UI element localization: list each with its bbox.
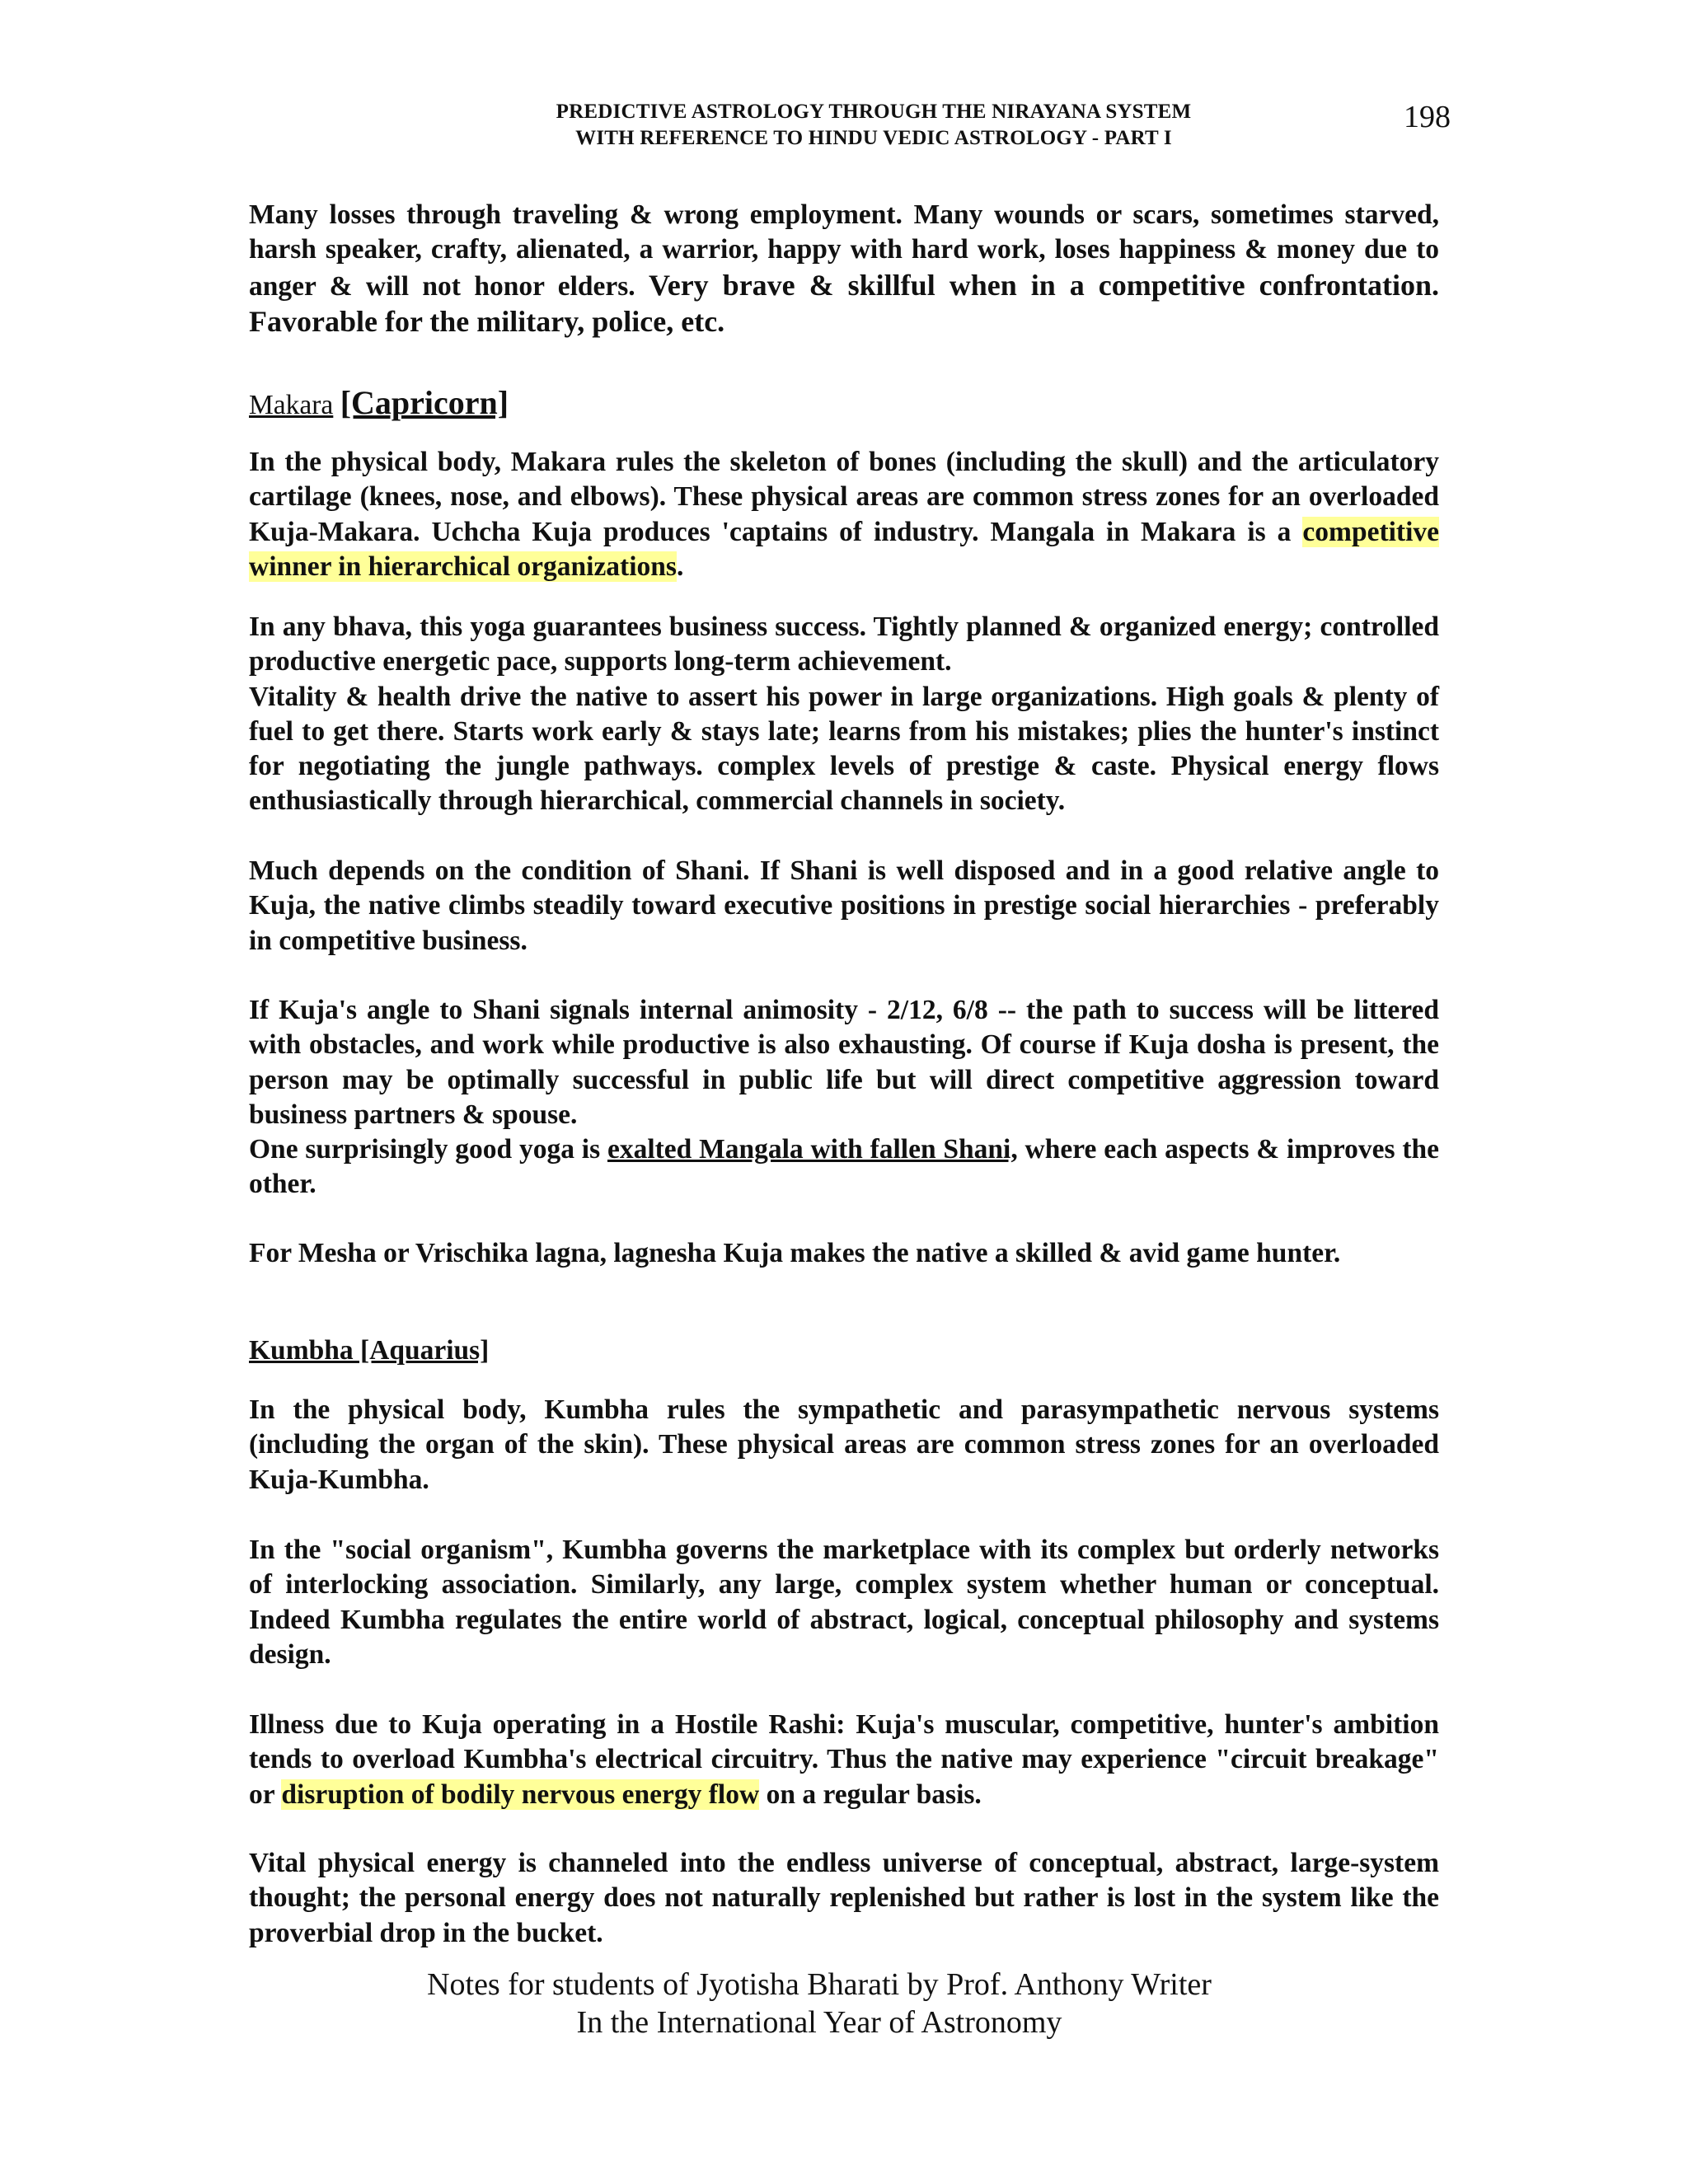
- makara-heading-small: Makara: [249, 390, 334, 420]
- makara-p3-text: Vitality & health drive the native to assert his power in large organizations. High goals & plenty of fuel to get there. Starts work early & stays late; learns from his mistakes; plies the hunter's instinct for negotiating the jungle pathways. complex levels of prestige & caste. Physical energy flows enthusiastically through hierarchical, commercial channels in society.: [249, 681, 1439, 817]
- kumbha-paragraph-2: [249, 1533, 1439, 1672]
- intro-text-part1: Many losses through traveling & wrong employment. Many wounds or scars, sometimes starved, harsh speaker, crafty, alienated, a warrior, happy with hard work, loses happiness & money due to anger & will not honor elders.: [249, 199, 1439, 302]
- makara-p5-text: If Kuja's angle to Shani signals internal animosity - 2/12, 6/8 -- the path to success will be littered with obstacles, and work while productive is also exhausting. Of course if Kuja dosha is present, the person may be optimally successful in public life but will direct competitive aggression toward business partners & spouse.: [249, 995, 1439, 1130]
- header-title-line2: WITH REFERENCE TO HINDU VEDIC ASTROLOGY - PART I: [575, 127, 1172, 149]
- kumbha-heading-text: Kumbha [Aquarius]: [249, 1335, 490, 1366]
- makara-p6-end: where each aspects & improves the other.: [249, 1134, 1439, 1200]
- kumbha-heading: [249, 1335, 489, 1366]
- kumbha-p2-text: In the "social organism", Kumbha governs the marketplace with its complex but orderly networks of interlocking association. Similarly, any large, complex system whether human or conceptual. Indeed Kumbha regulates the entire world of abstract, logical, conceptual philosophy and systems design.: [249, 1535, 1439, 1670]
- makara-paragraph-4: [249, 854, 1439, 958]
- makara-p7-text: For Mesha or Vrischika lagna, lagnesha Kuja makes the native a skilled & avid game hunter.: [249, 1238, 1341, 1268]
- makara-p4-text: Much depends on the condition of Shani. If Shani is well disposed and in a good relative angle to Kuja, the native climbs steadily toward executive positions in prestige social hierarchies - preferably in competitive business.: [249, 855, 1439, 956]
- kumbha-p3-end: on a regular basis.: [759, 1779, 982, 1810]
- page-footer: [247, 1966, 1391, 2041]
- makara-p6-underline: exalted Mangala with fallen Shani,: [607, 1134, 1018, 1165]
- intro-text-part2: Very brave & skillful when in a competitive confrontation. Favorable for the military, police, etc.: [249, 268, 1439, 338]
- page-header: [247, 99, 1500, 152]
- makara-heading: [249, 383, 509, 422]
- kumbha-paragraph-1: [249, 1393, 1439, 1497]
- kumbha-p3-highlight: disruption of bodily nervous energy flow: [281, 1779, 760, 1810]
- page-number: 198: [1404, 100, 1451, 134]
- kumbha-paragraph-3: [249, 1708, 1439, 1812]
- makara-paragraph-7: [249, 1236, 1439, 1271]
- makara-p1-text: In the physical body, Makara rules the skeleton of bones (including the skull) and the articulatory cartilage (knees, nose, and elbows). These physical areas are common stress zones for an overloaded Kuja-Makara. Uchcha Kuja produces 'captains of industry. Mangala in Makara is a: [249, 447, 1439, 547]
- makara-paragraph-2: [249, 610, 1439, 819]
- makara-p6-text: One surprisingly good yoga is: [249, 1134, 607, 1165]
- makara-heading-big: [Capricorn]: [340, 384, 509, 421]
- makara-p1-end: .: [676, 551, 684, 582]
- kumbha-paragraph-4: [249, 1846, 1439, 1951]
- intro-paragraph: [249, 198, 1439, 340]
- makara-paragraph-5: [249, 993, 1439, 1202]
- footer-line2: In the International Year of Astronomy: [576, 2005, 1062, 2040]
- makara-p2-text: In any bhava, this yoga guarantees business success. Tightly planned & organized energy; controlled productive energetic pace, supports long-term achievement.: [249, 612, 1439, 677]
- header-title-line1: PREDICTIVE ASTROLOGY THROUGH THE NIRAYANA SYSTEM: [556, 101, 1192, 123]
- kumbha-p4-text: Vital physical energy is channeled into the endless universe of conceptual, abstract, large-system thought; the personal energy does not naturally replenished but rather is lost in the system like the proverbial drop in the bucket.: [249, 1848, 1439, 1948]
- kumbha-p1-text: In the physical body, Kumbha rules the sympathetic and parasympathetic nervous systems (including the organ of the skin). These physical areas are common stress zones for an overloaded Kuja-Kumbha.: [249, 1394, 1439, 1495]
- footer-line1: Notes for students of Jyotisha Bharati by Prof. Anthony Writer: [427, 1967, 1212, 2002]
- makara-p1-highlight: competitive winner in hierarchical organizations: [249, 516, 1439, 582]
- kumbha-p3-text: Illness due to Kuja operating in a Hostile Rashi: Kuja's muscular, competitive, hunter's ambition tends to overload Kumbha's electrical circuitry. Thus the native may experience "circuit breakage" or: [249, 1709, 1439, 1810]
- makara-paragraph-1: [249, 445, 1439, 584]
